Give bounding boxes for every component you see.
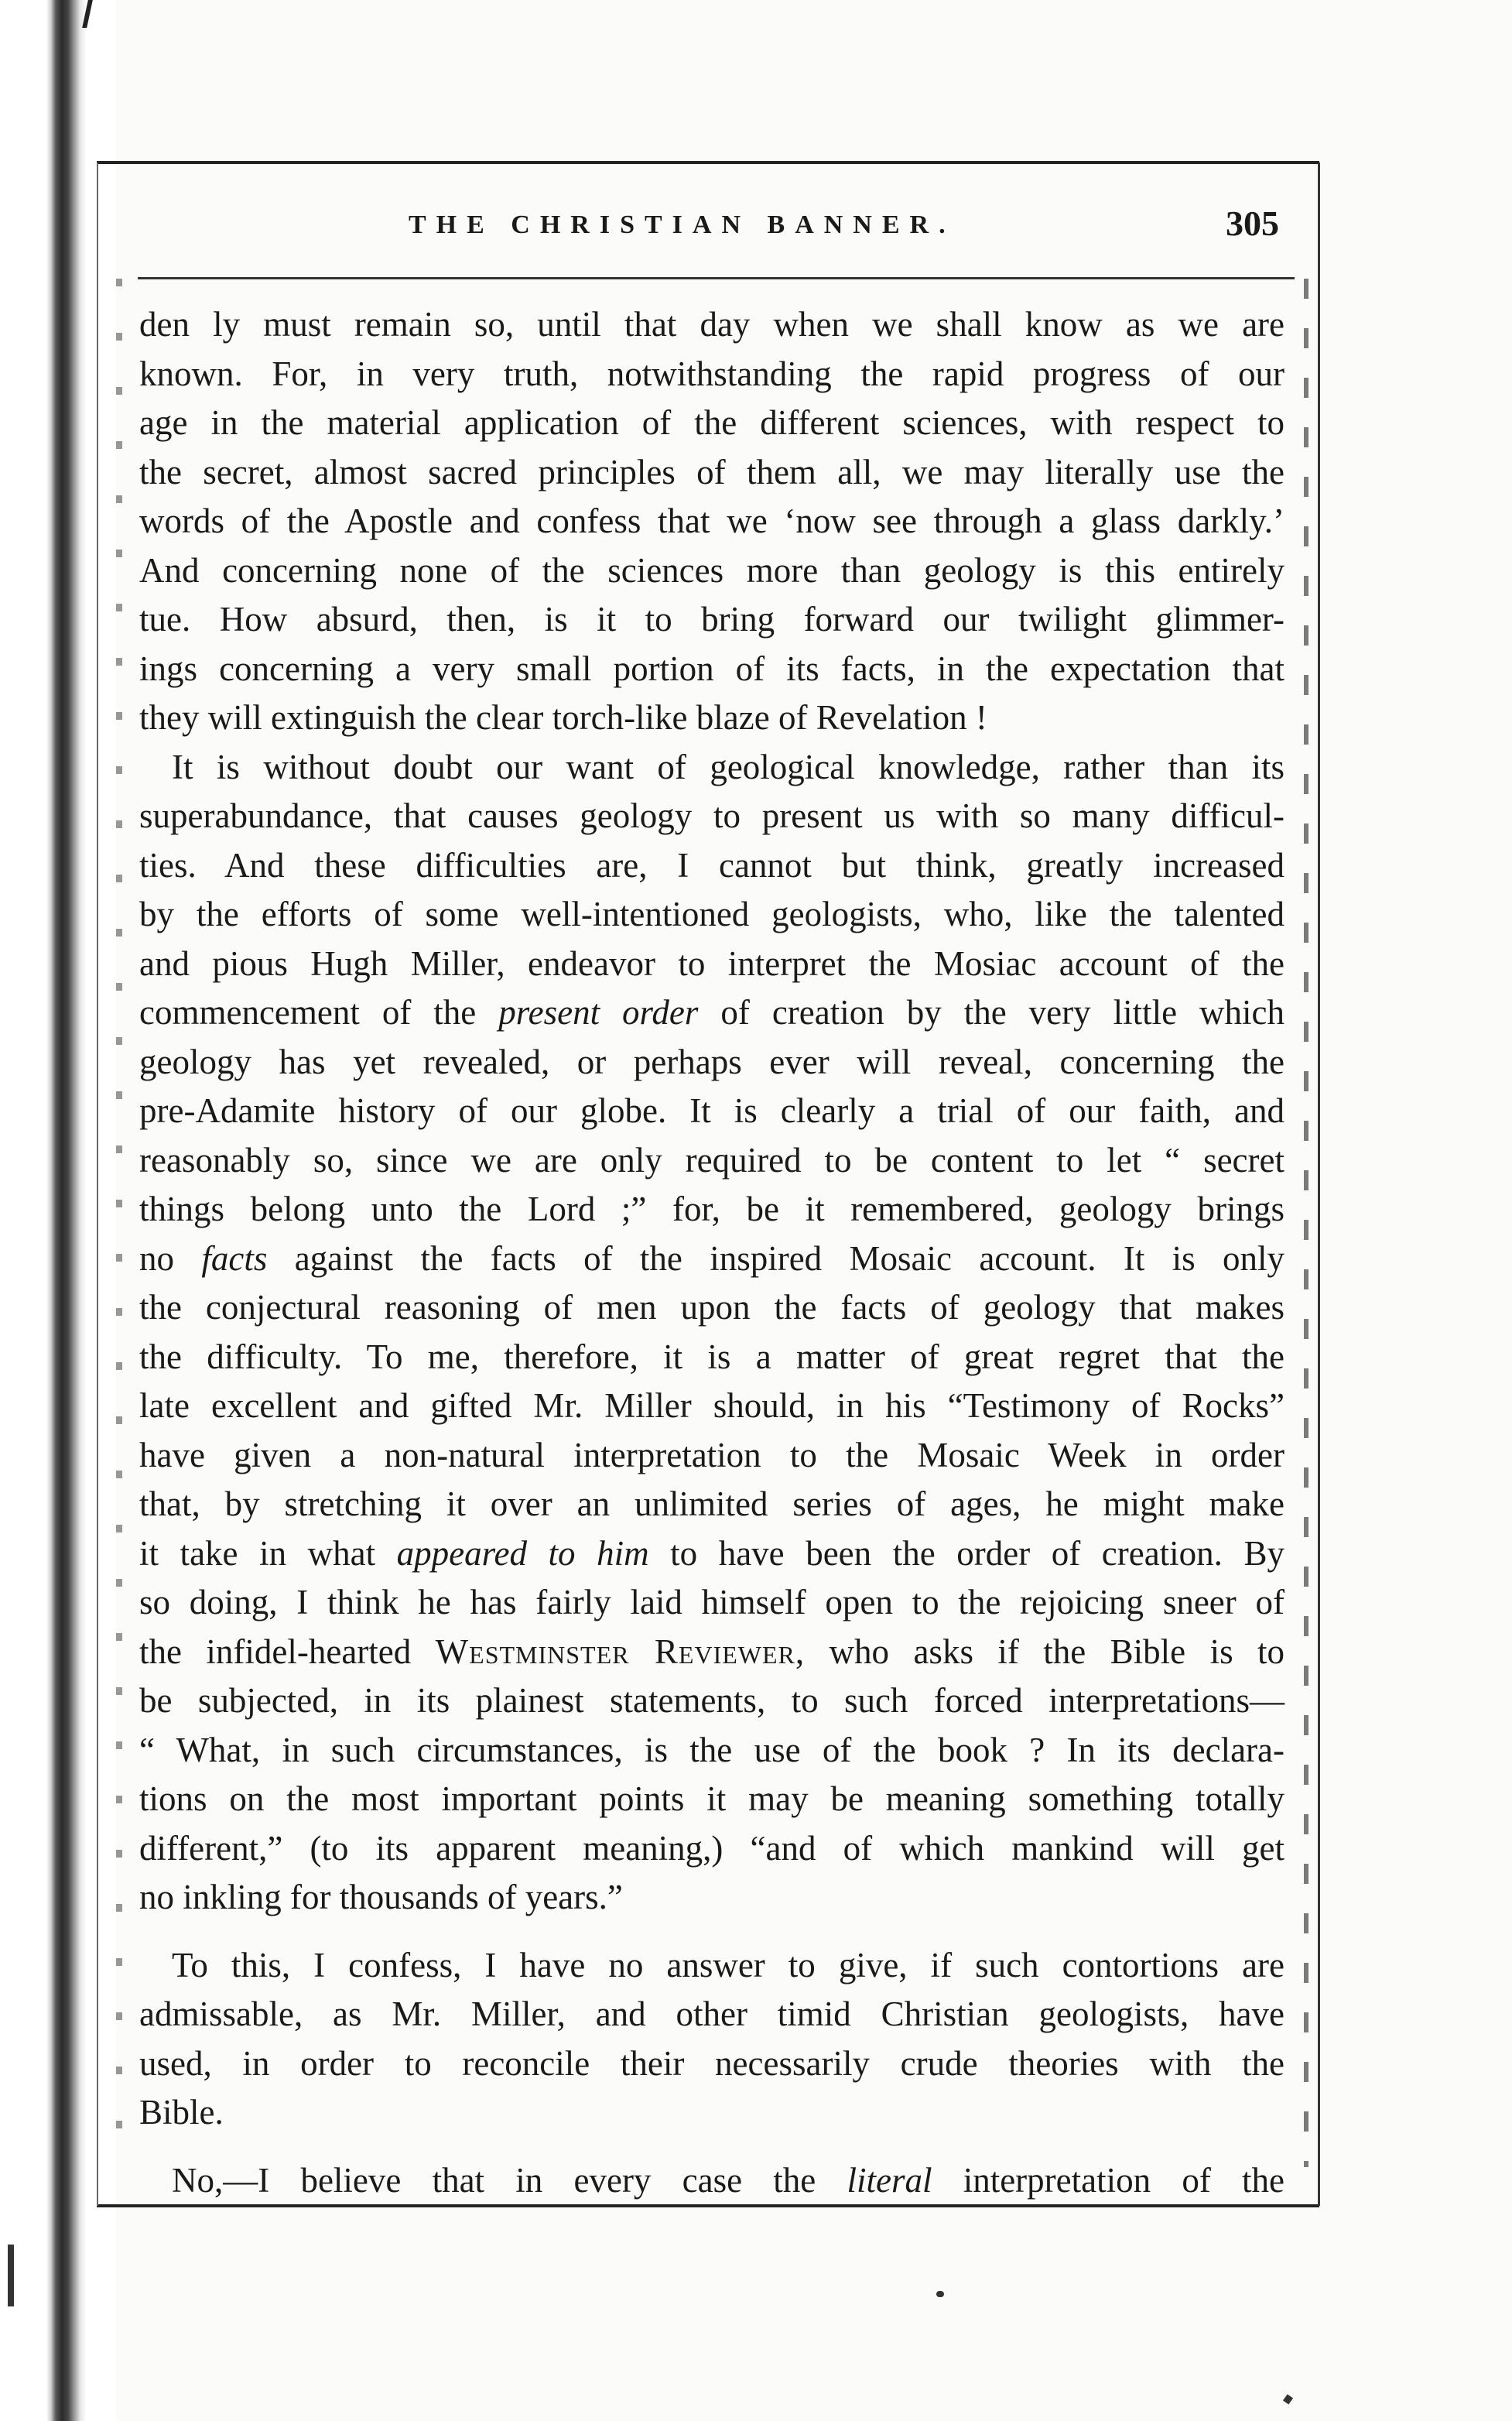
text-run: interpretation of the [963, 2160, 1285, 2200]
text-line: the conjectural reasoning of men upon the facts of geology that makes [139, 1288, 1285, 1327]
text-line: ties. And these difficulties are, I cannot but think, greatly increased [139, 845, 1285, 885]
running-head [138, 203, 1295, 257]
body-text [139, 300, 1285, 2205]
text-line: the secret, almost sacred principles of them all, we may literally use the [139, 452, 1285, 491]
text-run: of creation by the very little which [720, 993, 1285, 1032]
text-line: geology has yet revealed, or perhaps ever will reveal, concerning the [139, 1042, 1285, 1081]
text-run: it take in what [139, 1533, 376, 1573]
text-line: that, by stretching it over an unlimited series of ages, he might make [139, 1484, 1285, 1523]
text-line: den ly must remain so, until that day when we shall know as we are [139, 305, 1285, 344]
text-line: used, in order to reconcile their necessarily crude theories with the [139, 2043, 1285, 2083]
page-number: 305 [1226, 204, 1279, 243]
frame-right-rule [1318, 163, 1320, 2206]
italic-run: facts [201, 1238, 268, 1278]
italic-run: appeared to him [396, 1533, 649, 1573]
italic-run: literal [847, 2160, 932, 2200]
text-line: by the efforts of some well-intentioned geologists, who, like the talented [139, 895, 1285, 933]
gutter-foot-mark [8, 2245, 14, 2306]
text-line: reasonably so, since we are only required to be content to let “ secret [139, 1140, 1285, 1180]
text-line: tue. How absurd, then, is it to bring forward our twilight glimmer- [139, 600, 1285, 639]
ink-speck [936, 2291, 944, 2297]
frame-left-rule [97, 163, 98, 2206]
right-margin-dashes [1304, 279, 1308, 2167]
left-margin-dashes [116, 279, 122, 2167]
text-line: have given a non-natural interpretation to the Mosaic Week in order [139, 1435, 1285, 1474]
text-line: It is without doubt our want of geological knowledge, rather than its [172, 747, 1285, 786]
text-run: commencement of the [139, 993, 477, 1032]
text-line [139, 1529, 1285, 1579]
text-line: superabundance, that causes geology to present us with so many difficul- [139, 796, 1285, 835]
text-line: no inkling for thousands of years.” [139, 1878, 623, 1916]
text-line: different,” (to its apparent meaning,) “and of which mankind will get [139, 1828, 1285, 1868]
text-line [139, 988, 1285, 1038]
italic-run: present order [498, 993, 699, 1032]
text-line: ings concerning a very small portion of its facts, in the expectation that [139, 649, 1285, 688]
text-line: they will extinguish the clear torch-like blaze of Revelation ! [139, 698, 987, 737]
text-line: admissable, as Mr. Miller, and other timid Christian geologists, have [139, 1995, 1285, 2033]
frame-top-rule [97, 161, 1319, 164]
text-run: who asks if the Bible is to [829, 1632, 1285, 1671]
small-caps-run: Westminster Reviewer, [435, 1632, 806, 1671]
text-run: the infidel-hearted [139, 1632, 412, 1671]
text-run: against the facts of the inspired Mosaic account. It is only [294, 1238, 1285, 1278]
text-line: To this, I confess, I have no answer to give, if such contortions are [172, 1945, 1285, 1984]
text-line: and pious Hugh Miller, endeavor to interpret the Mosiac account of the [139, 943, 1285, 983]
text-line: tions on the most important points it may be meaning something totally [139, 1779, 1285, 1818]
paragraph-gap [139, 2138, 1285, 2156]
text-line: Bible. [139, 2093, 224, 2132]
text-line: be subjected, in its plainest statements, to such forced interpretations— [139, 1681, 1285, 1720]
text-line: pre-Adamite history of our globe. It is clearly a trial of our faith, and [139, 1091, 1285, 1130]
text-line: so doing, I think he has fairly laid himself open to the rejoicing sneer of [139, 1583, 1285, 1621]
text-line: age in the material application of the different sciences, with respect to [139, 403, 1285, 442]
running-title: THE CHRISTIAN BANNER. [409, 211, 956, 239]
text-line: the difficulty. To me, therefore, it is a matter of great regret that the [139, 1337, 1285, 1376]
text-run: to have been the order of creation. By [670, 1533, 1285, 1573]
text-line [139, 2156, 1285, 2206]
binding-gutter [0, 0, 116, 2421]
text-line [139, 1234, 1285, 1284]
text-line: “ What, in such circumstances, is the use of the book ? In its declara- [139, 1730, 1285, 1769]
text-line: words of the Apostle and confess that we ‘now see through a glass darkly.’ [139, 502, 1285, 540]
text-line: And concerning none of the sciences more than geology is this entirely [139, 550, 1285, 590]
text-run: no [139, 1238, 174, 1278]
paragraph-gap [139, 1923, 1285, 1941]
text-line [139, 1628, 1285, 1677]
header-rule [138, 277, 1295, 279]
text-line: late excellent and gifted Mr. Miller should, in his “Testimony of Rocks” [139, 1386, 1285, 1425]
text-line: known. For, in very truth, notwithstanding the rapid progress of our [139, 354, 1285, 393]
text-line: things belong unto the Lord ;” for, be it remembered, geology brings [139, 1190, 1285, 1228]
text-run: No,—I believe that in every case the [172, 2160, 816, 2200]
